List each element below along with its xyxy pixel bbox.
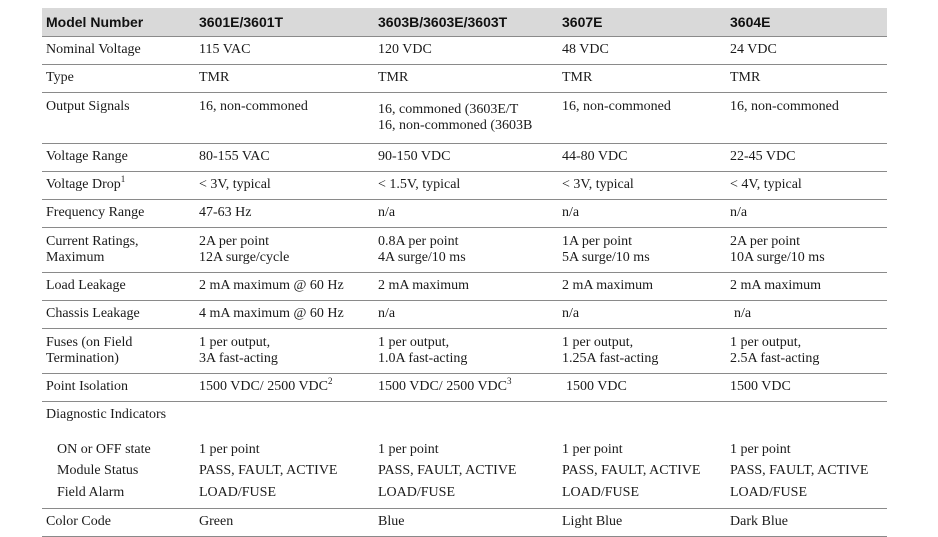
cell-value: 2 mA maximum: [374, 273, 558, 301]
row-voltage-drop: [42, 172, 887, 200]
cell-value: 1 per point: [199, 441, 260, 457]
cell-line: 4A surge/10 ms: [378, 250, 466, 265]
row-label: [42, 228, 195, 273]
cell-value: < 1.5V, typical: [374, 172, 558, 200]
cell-value: 22-45 VDC: [726, 144, 887, 172]
cell-line: 5A surge/10 ms: [562, 250, 650, 265]
footnote-marker: 1: [120, 174, 126, 185]
cell-value: 2 mA maximum: [558, 273, 726, 301]
cell-value: 1 per point: [562, 441, 623, 457]
row-label: [42, 172, 195, 200]
cell-value: Dark Blue: [726, 509, 887, 537]
label-line: Fuses (on Field: [46, 334, 133, 350]
header-cell-model-number: Model Number: [42, 8, 195, 37]
cell-value: 1500 VDC: [726, 374, 887, 402]
row-chassis-leakage: [42, 301, 887, 329]
cell-value: [558, 329, 726, 374]
cell-value: [195, 228, 374, 273]
row-label: Type: [42, 65, 195, 93]
cell-value: TMR: [558, 65, 726, 93]
cell-line: 1 per output,: [199, 334, 271, 350]
header-cell-3607: 3607E: [558, 8, 726, 37]
cell-value: 1 per point: [730, 441, 791, 457]
row-label: Point Isolation: [42, 374, 195, 402]
row-type: [42, 65, 887, 93]
header-cell-3604: 3604E: [726, 8, 887, 37]
cell-value: LOAD/FUSE: [374, 483, 558, 509]
cell-value: Blue: [374, 509, 558, 537]
label-line: Maximum: [46, 250, 105, 265]
cell-value: 16, non-commoned: [195, 93, 374, 144]
cell-value: LOAD/FUSE: [726, 483, 887, 509]
cell-value: [195, 374, 374, 402]
row-on-off-state: [42, 429, 887, 460]
specifications-table: [42, 8, 887, 537]
cell-value: n/a: [726, 200, 887, 228]
row-output-signals: [42, 93, 887, 144]
cell-value: 16, non-commoned: [726, 93, 887, 144]
cell-value: [195, 329, 374, 374]
row-diagnostic-indicators: [42, 402, 887, 430]
label-line: Termination): [46, 351, 119, 366]
cell-value: [374, 374, 558, 402]
cell-line: 2A per point: [199, 233, 269, 249]
cell-value: 16, non-commoned: [558, 93, 726, 144]
cell-line: 10A surge/10 ms: [730, 250, 825, 265]
cell-value: LOAD/FUSE: [558, 483, 726, 509]
row-label: Output Signals: [42, 93, 195, 144]
row-label: Frequency Range: [42, 200, 195, 228]
label-line: Current Ratings,: [46, 233, 139, 249]
row-module-status: [42, 460, 887, 483]
cell-line: 1A per point: [562, 233, 632, 249]
cell-value: n/a: [558, 301, 726, 329]
cell-line: 12A surge/cycle: [199, 250, 290, 265]
cell-value: 2 mA maximum @ 60 Hz: [195, 273, 374, 301]
row-voltage-range: [42, 144, 887, 172]
cell-value: 80-155 VAC: [195, 144, 374, 172]
cell-line: 0.8A per point: [378, 233, 459, 249]
row-label: Load Leakage: [42, 273, 195, 301]
cell-value: < 3V, typical: [195, 172, 374, 200]
cell-line: 1 per output,: [378, 334, 450, 350]
row-label: Color Code: [42, 509, 195, 537]
row-label: Voltage Range: [42, 144, 195, 172]
cell-value: n/a: [374, 200, 558, 228]
cell-value: 4 mA maximum @ 60 Hz: [195, 301, 374, 329]
cell-value: [558, 228, 726, 273]
cell-value: TMR: [374, 65, 558, 93]
cell-value: 48 VDC: [558, 37, 726, 65]
row-point-isolation: [42, 374, 887, 402]
cell-value: [374, 228, 558, 273]
cell-line: 1.25A fast-acting: [562, 351, 659, 366]
cell-value: < 3V, typical: [558, 172, 726, 200]
cell-line: 2.5A fast-acting: [730, 351, 820, 366]
cell-value: n/a: [558, 200, 726, 228]
cell-value: [726, 329, 887, 374]
footnote-marker: 2: [328, 376, 333, 387]
cell-value: Green: [195, 509, 374, 537]
row-label: Module Status: [57, 463, 139, 479]
cell-value: 24 VDC: [726, 37, 887, 65]
cell-line: 3A fast-acting: [199, 351, 278, 366]
cell-line: 16, commoned (3603E/T: [378, 101, 519, 117]
cell-value: LOAD/FUSE: [195, 483, 374, 509]
cell-value: 115 VAC: [195, 37, 374, 65]
footnote-marker: 3: [507, 376, 512, 387]
cell-value: 47-63 Hz: [195, 200, 374, 228]
header-cell-3603: 3603B/3603E/3603T: [374, 8, 558, 37]
row-label: Field Alarm: [42, 483, 195, 509]
header-cell-3601: 3601E/3601T: [195, 8, 374, 37]
header-row: [42, 8, 887, 37]
cell-value: PASS, FAULT, ACTIVE: [562, 463, 701, 479]
row-nominal-voltage: [42, 37, 887, 65]
cell-value: Light Blue: [558, 509, 726, 537]
cell-value: 1500 VDC: [558, 374, 726, 402]
row-field-alarm: [42, 483, 887, 509]
cell-line: 1.0A fast-acting: [378, 351, 468, 366]
label-part: Voltage D: [46, 177, 103, 193]
cell-line: 1 per output,: [730, 334, 802, 350]
cell-line: 16, non-commoned (3603B: [378, 118, 533, 133]
row-color-code: [42, 509, 887, 537]
cell-value: TMR: [195, 65, 374, 93]
row-label: Nominal Voltage: [42, 37, 195, 65]
cell-value: PASS, FAULT, ACTIVE: [378, 463, 517, 479]
cell-value: [374, 93, 558, 144]
row-fuses: [42, 329, 887, 374]
cell-value: 2 mA maximum: [726, 273, 887, 301]
cell-value: TMR: [726, 65, 887, 93]
cell-value: PASS, FAULT, ACTIVE: [199, 463, 338, 479]
cell-value: 1 per point: [378, 441, 439, 457]
cell-value: 120 VDC: [374, 37, 558, 65]
cell-text: 1500 VDC/ 2500 VDC: [199, 379, 329, 395]
cell-value: n/a: [374, 301, 558, 329]
section-label: Diagnostic Indicators: [46, 407, 167, 423]
row-frequency-range: [42, 200, 887, 228]
row-label: ON or OFF state: [57, 441, 151, 457]
row-current-ratings: [42, 228, 887, 273]
cell-line: 2A per point: [730, 233, 800, 249]
cell-line: 1 per output,: [562, 334, 634, 350]
cell-value: PASS, FAULT, ACTIVE: [730, 463, 869, 479]
cell-value: 44-80 VDC: [558, 144, 726, 172]
row-label: [42, 329, 195, 374]
row-label: Chassis Leakage: [42, 301, 195, 329]
label-part: rop: [102, 177, 121, 193]
cell-value: [726, 228, 887, 273]
cell-text: 1500 VDC/ 2500 VDC: [378, 379, 508, 395]
cell-value: 90-150 VDC: [374, 144, 558, 172]
row-load-leakage: [42, 273, 887, 301]
cell-value: [374, 329, 558, 374]
cell-value: n/a: [726, 301, 887, 329]
cell-value: < 4V, typical: [726, 172, 887, 200]
